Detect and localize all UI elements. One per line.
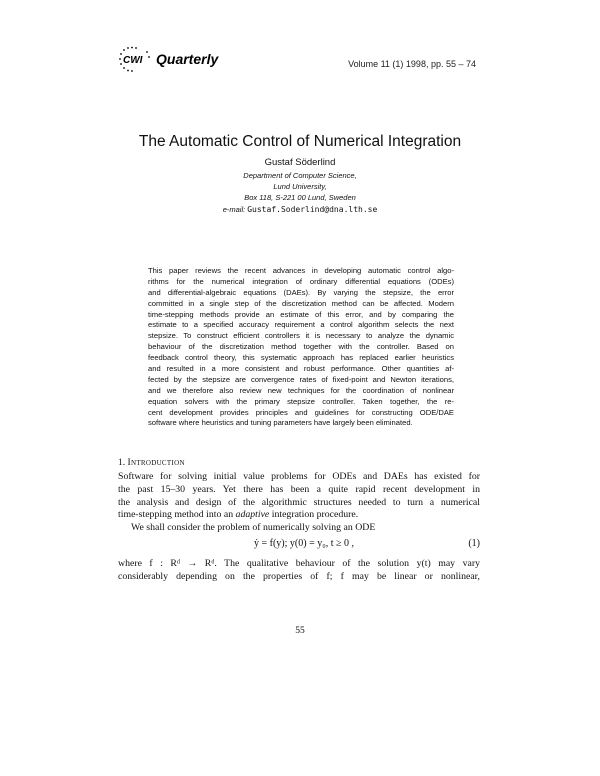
abstract-line: fected by the stepsize are convergence rates of fixed-point and Newton iterations, <box>148 374 454 384</box>
section-heading <box>118 458 185 468</box>
cwi-logo-icon <box>118 44 152 74</box>
body-text: integration procedure. <box>269 509 359 521</box>
page-number: 55 <box>295 626 305 636</box>
body-line: We shall consider the problem of numerically solving an ODE <box>131 522 376 534</box>
emphasis-text: adaptive <box>235 509 270 521</box>
abstract-line: and resulted in a more consistent and robust performance. Other quantities af- <box>148 364 454 374</box>
body-line <box>118 509 480 522</box>
journal-name: Quarterly <box>156 51 219 67</box>
equation-1 <box>118 538 480 552</box>
abstract <box>148 266 454 429</box>
abstract-line: estimate to a specified accuracy requirement a control algorithm selects the next <box>148 320 454 330</box>
abstract-line: and we therefore also review new techniques for the coordination of nonlinear <box>148 385 454 395</box>
volume-info: Volume 11 (1) 1998, pp. 55 – 74 <box>348 59 476 69</box>
body-line: the past 15–30 years. Yet there has been a quite rapid recent development in <box>118 483 480 495</box>
abstract-line: time-stepping methods provide an estimate of this error, and by comparing the <box>148 309 454 319</box>
abstract-line: software where heuristics and tuning parameters have largely been eliminated. <box>148 418 413 428</box>
abstract-line: equation solvers with the primary stepsize controller. Taken together, the re- <box>148 396 454 406</box>
journal-logo <box>118 44 218 74</box>
author-department: Department of Computer Science, <box>243 171 357 180</box>
body-line: where f : Rᵈ → Rᵈ. The qualitative behaviour of the solution y(t) may vary <box>118 558 480 569</box>
email-address: Gustaf.Soderlind@dna.lth.se <box>247 205 378 214</box>
abstract-line: and differential-algebraic equations (DAEs). By varying the stepsize, the error <box>148 287 454 297</box>
body-text: time-stepping method into an <box>118 509 236 521</box>
body-line: considerably depending on the properties of f; f may be linear or nonlinear, <box>118 570 480 582</box>
intro-paragraph <box>118 471 480 535</box>
section-title: Introduction <box>127 458 185 468</box>
author-address: Box 118, S-221 00 Lund, Sweden <box>244 193 356 202</box>
abstract-line: behaviour of the discretization method together with the controller. Based on <box>148 342 454 352</box>
abstract-line: This paper reviews the recent advances in developing automatic control algo- <box>148 266 454 275</box>
after-equation-paragraph <box>118 558 480 584</box>
author-name: Gustaf Söderlind <box>264 157 336 168</box>
abstract-line: stepsize. To construct efficient controllers it is necessary to analyze the dynamic <box>148 331 454 341</box>
section-number: 1. <box>118 458 126 468</box>
body-line: the analysis and design of the algorithmic structures needed to turn a numerical <box>118 496 480 508</box>
body-line: Software for solving initial value problems for ODEs and DAEs has existed for <box>118 471 480 482</box>
equation-number: (1) <box>468 538 480 549</box>
abstract-line: committed in a single step of the discretization method can be affected. Modern <box>148 298 454 308</box>
abstract-line: rithms for the numerical integration of ordinary differential equations (ODEs) <box>148 276 454 286</box>
abstract-line: feedback control theory, this systematic approach has replaced earlier heuristics <box>148 353 454 363</box>
email-label: e-mail: <box>222 205 246 214</box>
paper-title: The Automatic Control of Numerical Integration <box>138 133 462 150</box>
equation-text: ẏ = f(y); y(0) = y₀, t ≥ 0 , <box>254 538 354 549</box>
abstract-line: cent development provides principles and guidelines for constructing ODE/DAE <box>148 407 454 417</box>
author-university: Lund University, <box>273 182 327 191</box>
author-email <box>0 205 600 214</box>
svg-text:CWI: CWI <box>123 55 143 66</box>
